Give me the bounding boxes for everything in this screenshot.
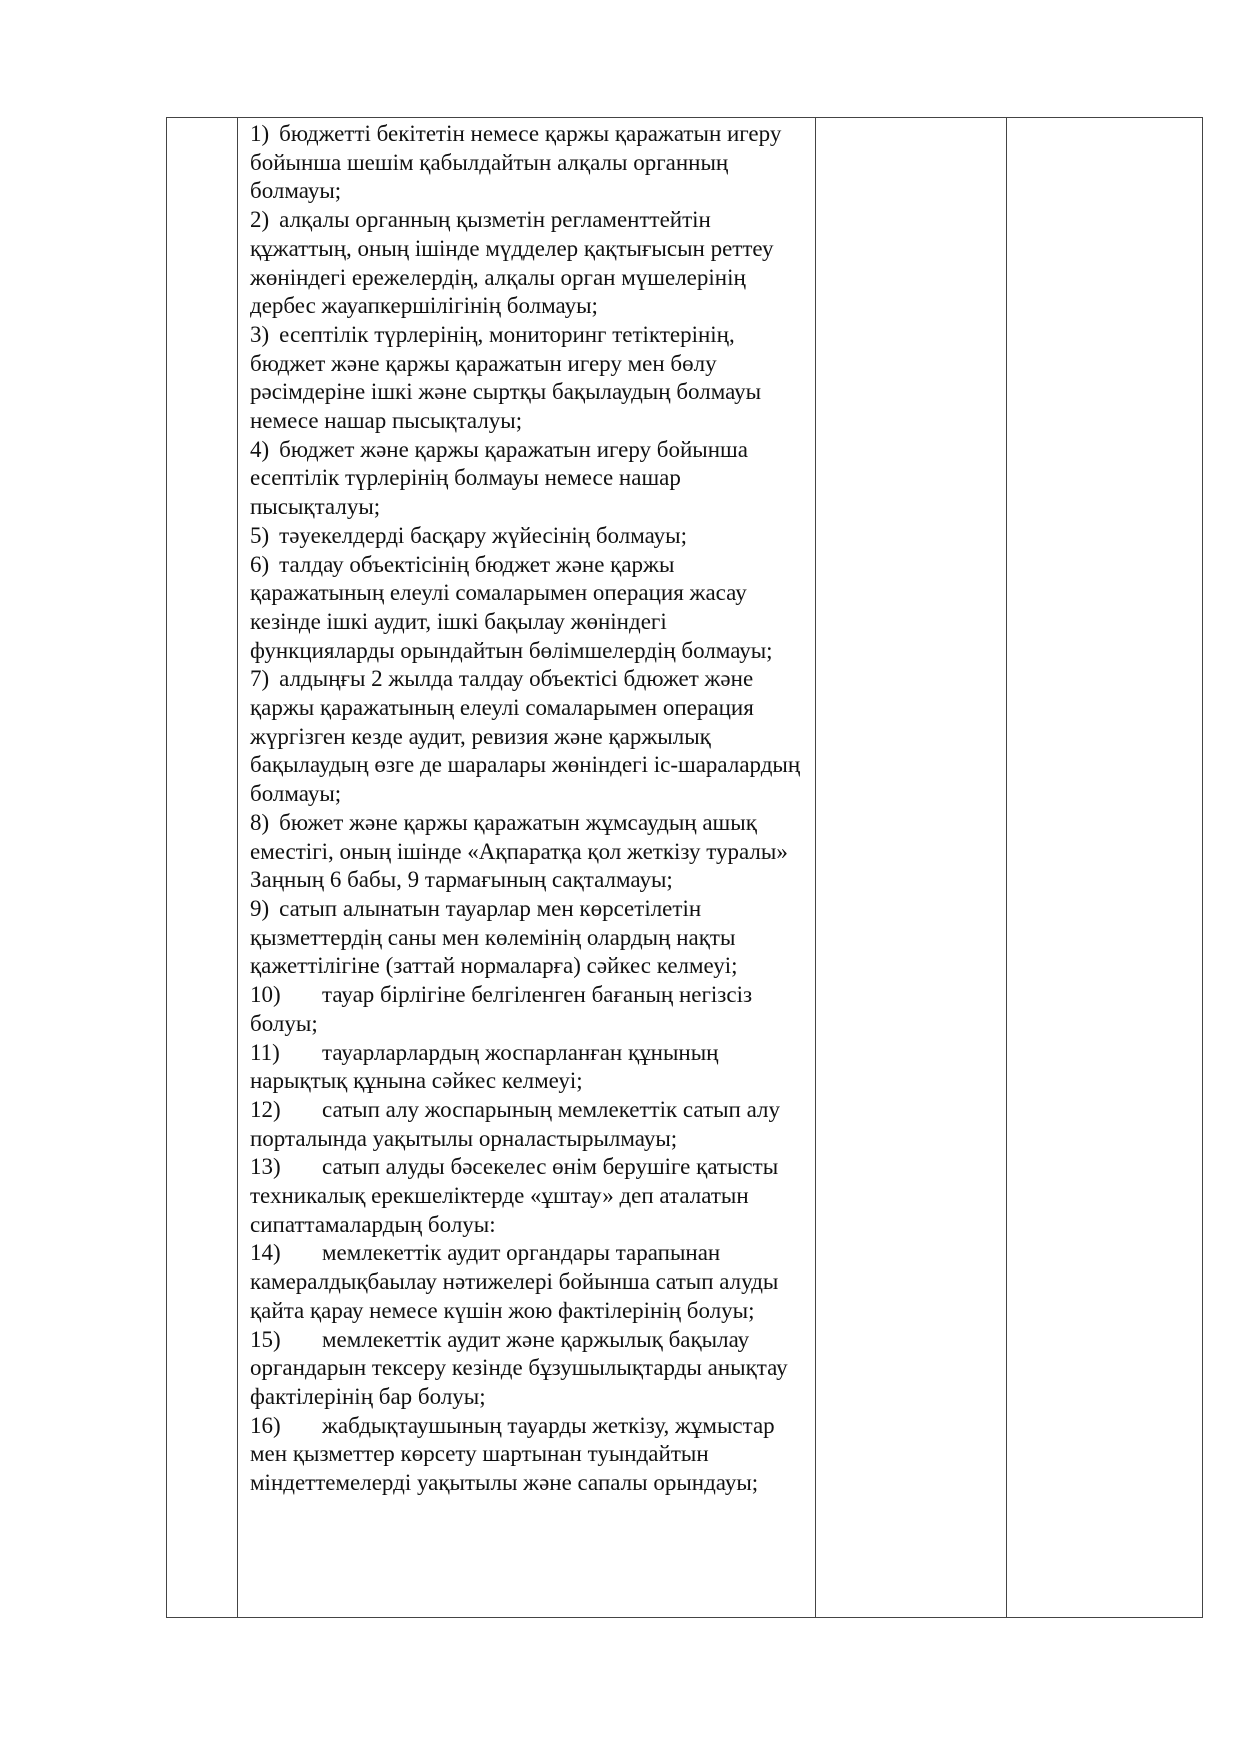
list-item	[250, 981, 807, 1038]
item-number: 6)	[250, 551, 270, 577]
list-item	[250, 1039, 807, 1096]
item-number: 15)	[250, 1326, 281, 1352]
item-number: 8)	[250, 809, 270, 835]
item-number: 11)	[250, 1039, 280, 1065]
item-number: 12)	[250, 1096, 281, 1122]
list-item	[250, 522, 807, 551]
list-item	[250, 436, 807, 522]
list-item	[250, 551, 807, 666]
criteria-column-cell	[238, 118, 816, 1617]
item-number: 3)	[250, 321, 270, 347]
list-item	[250, 1239, 807, 1325]
item-text: тауар бірлігіне белгіленген бағаның негізсіз болуы;	[250, 982, 753, 1036]
item-text: бюджетті бекітетін немесе қаржы қаражатын игеру бойынша шешім қабылдайтын алқалы органның болмауы;	[250, 121, 782, 204]
list-item	[250, 120, 807, 206]
list-item	[250, 665, 807, 809]
item-number: 14)	[250, 1240, 281, 1266]
item-number: 2)	[250, 207, 270, 233]
number-column-cell	[167, 118, 238, 1617]
item-number: 5)	[250, 522, 270, 548]
item-text: бюжет және қаржы қаражатын жұмсаудың ашық еместігі, оның ішінде «Ақпаратқа қол жеткізу туралы» Заңның 6 бабы, 9 тармағының сақталмауы;	[250, 809, 788, 893]
item-text: мемлекеттік аудит және қаржылық бақылау органдарын тексеру кезінде бұзушылықтарды анықтау фактілерінің бар болуы;	[250, 1326, 788, 1409]
item-number: 1)	[250, 121, 270, 146]
list-item	[250, 1412, 807, 1498]
item-text: жабдықтаушының тауарды жеткізу, жұмыстар мен қызметтер көрсету шартынан туындайтын міндеттемелерді уақытылы және сапалы орындауы;	[250, 1412, 775, 1496]
item-number: 10)	[250, 982, 281, 1008]
list-item	[250, 1153, 807, 1239]
fourth-column-cell	[1007, 118, 1202, 1617]
list-item	[250, 1096, 807, 1153]
item-text: талдау объектісінің бюджет және қаржы қаражатының елеулі сомаларымен операция жасау кезінде ішкі аудит, ішкі бақылау жөніндегі функцияларды орындайтын бөлімшелердің болмауы;	[250, 551, 773, 663]
list-item	[250, 206, 807, 321]
item-text: алдыңғы 2 жылда талдау объектісі бдюжет және қаржы қаражатының елеулі сомаларымен операция жүргізген кезде аудит, ревизия және қаржылық бақылаудың өзге де шаралары жөніндегі іс-шаралардың болмауы;	[250, 666, 801, 807]
item-text: тауарларлардың жоспарланған құнының нарықтық құнына сәйкес келмеуі;	[250, 1039, 719, 1094]
item-text: мемлекеттік аудит органдары тарапынан камералдықбаылау нәтижелері бойынша сатып алуды қайта қарау немесе күшін жою фактілерінің болуы;	[250, 1240, 779, 1323]
item-number: 16)	[250, 1412, 281, 1438]
item-text: сатып алу жоспарының мемлекеттік сатып алу порталында уақытылы орналастырылмауы;	[250, 1096, 780, 1151]
item-text: тәуекелдерді басқару жүйесінің болмауы;	[279, 522, 688, 548]
criteria-list	[250, 120, 807, 1498]
item-number: 9)	[250, 895, 270, 921]
item-number: 13)	[250, 1154, 281, 1180]
item-text: есептілік түрлерінің, мониторинг тетіктерінің, бюджет және қаржы қаражатын игеру мен бөлу рәсімдеріне ішкі және сыртқы бақылаудың болмауы немесе нашар пысықталуы;	[250, 321, 762, 434]
list-item	[250, 1326, 807, 1412]
list-item	[250, 895, 807, 981]
item-text: бюджет және қаржы қаражатын игеру бойынша есептілік түрлерінің болмауы немесе нашар пысықталуы;	[250, 436, 748, 520]
list-item	[250, 321, 807, 436]
third-column-cell	[816, 118, 1007, 1617]
list-item	[250, 809, 807, 895]
item-number: 4)	[250, 436, 270, 462]
document-table	[166, 117, 1203, 1618]
item-text: сатып алынатын тауарлар мен көрсетілетін қызметтердің саны мен көлемінің олардың нақты қажеттілігіне (заттай нормаларға) сәйкес келмеуі;	[250, 895, 738, 979]
item-text: алқалы органның қызметін регламенттейтін құжаттың, оның ішінде мүдделер қақтығысын реттеу жөніндегі ережелердің, алқалы орган мүшелерінің дербес жауапкершілігінің болмауы;	[250, 207, 774, 319]
item-text: сатып алуды бәсекелес өнім берушіге қатысты техникалық ерекшеліктерде «ұштау» деп аталатын сипаттамалардың болуы:	[250, 1154, 779, 1237]
item-number: 7)	[250, 666, 270, 692]
